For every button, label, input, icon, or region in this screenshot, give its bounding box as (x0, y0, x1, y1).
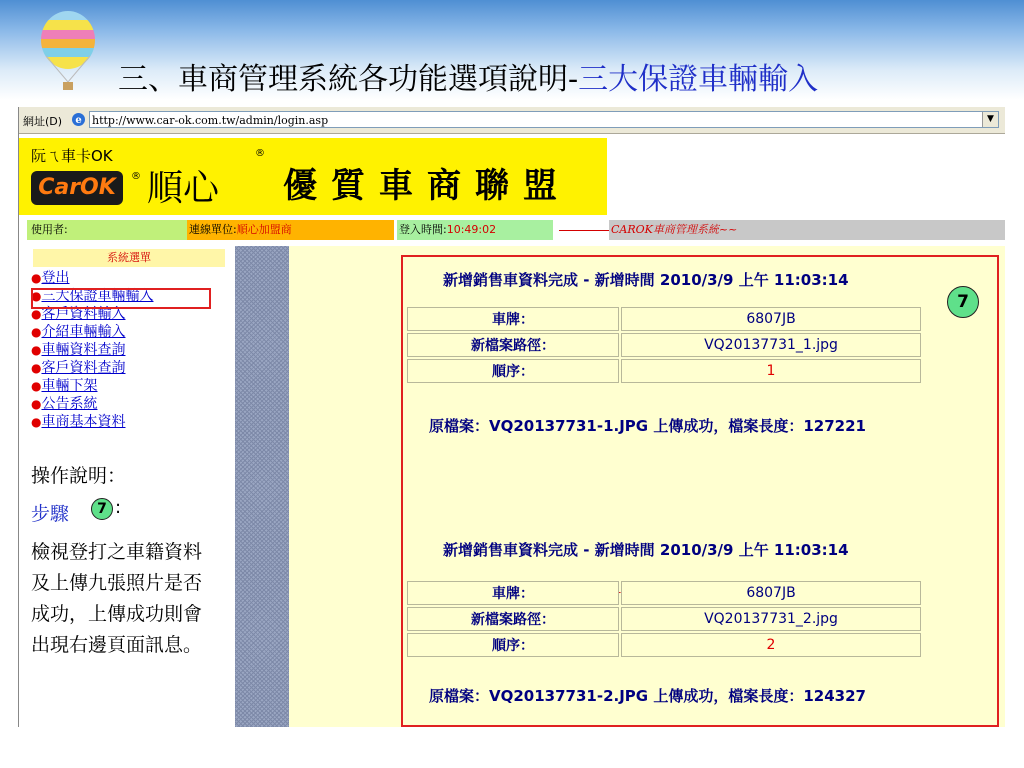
bullet-icon: ● (31, 415, 42, 429)
step-label: 步驟 (31, 503, 70, 525)
status-user (27, 220, 187, 240)
menu-item-customer-query[interactable] (31, 359, 231, 377)
address-bar (19, 107, 1005, 134)
menu-item-car-query[interactable] (31, 341, 231, 359)
menu-link[interactable]: 車輛下架 (41, 378, 98, 394)
table-row (407, 581, 921, 605)
record-table (405, 579, 923, 659)
path-label: 新檔案路徑： (407, 607, 619, 631)
menu-item-dealer-info[interactable] (31, 413, 231, 431)
sidebar (27, 245, 233, 727)
record-title: 新增銷售車資料完成 - 新增時間 2010/3/9 上午 11:03:14 (443, 541, 849, 559)
status-bar (19, 220, 1005, 240)
unit-value: 順心加盟商 (236, 223, 292, 236)
step-colon: : (115, 497, 122, 518)
record-title: 新增銷售車資料完成 - 新增時間 2010/3/9 上午 11:03:14 (443, 271, 849, 289)
table-row (407, 333, 921, 357)
table-row (407, 633, 921, 657)
page-gutter (235, 246, 289, 727)
table-row (407, 359, 921, 383)
record-table (405, 305, 923, 385)
menu-link[interactable]: 登出 (41, 270, 70, 286)
upload-message: 原檔案：VQ20137731-2.JPG 上傳成功，檔案長度：124327 (429, 687, 866, 705)
registered-mark: ® (255, 148, 265, 159)
instructions-body: 檢視登打之車籍資料及上傳九張照片是否成功，上傳成功則會出現右邊頁面訊息。 (31, 541, 203, 656)
plate-value: 6807JB (621, 581, 921, 605)
menu-link[interactable]: 三大保證車輛輸入 (41, 288, 154, 304)
plate-value: 6807JB (621, 307, 921, 331)
bullet-icon: ● (31, 307, 42, 321)
menu-item-referral-car-entry[interactable] (31, 323, 231, 341)
chevron-down-icon[interactable]: ▼ (982, 112, 998, 127)
bullet-icon: ● (31, 379, 42, 393)
menu-highlight-box (31, 288, 211, 309)
slide-title-highlight: 三大保證車輛輸入 (578, 62, 819, 97)
logo-badge: CarOK (31, 171, 123, 205)
svg-text:e: e (75, 115, 82, 126)
url-input[interactable] (89, 111, 999, 128)
brand-alliance: 優質車商聯盟 (283, 166, 571, 206)
system-name: CAROK車商管理系統~~ (609, 220, 1005, 240)
site-header-banner (19, 138, 607, 215)
bullet-icon: ● (31, 325, 42, 339)
menu-item-announcements[interactable] (31, 395, 231, 413)
bullet-icon: ● (31, 343, 42, 357)
url-text: http://www.car-ok.com.tw/admin/login.asp (92, 114, 329, 127)
path-label: 新檔案路徑： (407, 333, 619, 357)
step-number-badge: 7 (91, 498, 113, 520)
path-value: VQ20137731_2.jpg (621, 607, 921, 631)
login-label: 登入時間: (399, 223, 447, 236)
path-value: VQ20137731_1.jpg (621, 333, 921, 357)
table-row (407, 607, 921, 631)
registered-mark: ® (131, 171, 141, 182)
menu-item-logout[interactable] (31, 269, 231, 287)
menu-link[interactable]: 車輛資料查詢 (41, 342, 126, 358)
login-value: 10:49:02 (446, 223, 497, 236)
table-row (407, 307, 921, 331)
status-login-time (397, 220, 553, 240)
slide-title-prefix: 三、車商管理系統各功能選項說明- (118, 62, 579, 97)
step-number-badge: 7 (947, 286, 979, 318)
menu-link[interactable]: 公告系統 (41, 396, 98, 412)
bullet-icon: ● (31, 289, 42, 303)
instructions-heading: 操作說明： (31, 465, 127, 487)
bullet-icon: ● (31, 397, 42, 411)
logo-tagline: 阮ㄟ車卡OK (31, 147, 113, 165)
ie-page-icon (71, 112, 86, 127)
menu-item-car-delist[interactable] (31, 377, 231, 395)
slide-title (118, 54, 818, 98)
plate-label: 車牌： (407, 581, 619, 605)
unit-label: 連線單位: (189, 223, 237, 236)
brand-name: 順心 (147, 168, 220, 209)
bullet-icon: ● (31, 271, 42, 285)
user-label: 使用者: (31, 223, 68, 236)
bullet-icon: ● (31, 361, 42, 375)
order-value: 1 (621, 359, 921, 383)
menu-link[interactable]: 客戶資料輸入 (41, 306, 126, 322)
order-label: 順序： (407, 633, 619, 657)
menu-title: 系統選單 (33, 249, 225, 267)
upload-message: 原檔案：VQ20137731-1.JPG 上傳成功，檔案長度：127221 (429, 417, 866, 435)
order-value: 2 (621, 633, 921, 657)
hot-air-balloon-icon (38, 10, 98, 96)
browser-window (18, 107, 1005, 727)
status-unit (187, 220, 394, 240)
menu-link[interactable]: 介紹車輛輸入 (41, 324, 126, 340)
order-label: 順序： (407, 359, 619, 383)
menu-link[interactable]: 車商基本資料 (41, 414, 126, 430)
address-label: 網址(D) (23, 115, 63, 128)
plate-label: 車牌： (407, 307, 619, 331)
menu-link[interactable]: 客戶資料查詢 (41, 360, 126, 376)
carok-logo (31, 144, 141, 210)
status-divider (559, 230, 609, 231)
